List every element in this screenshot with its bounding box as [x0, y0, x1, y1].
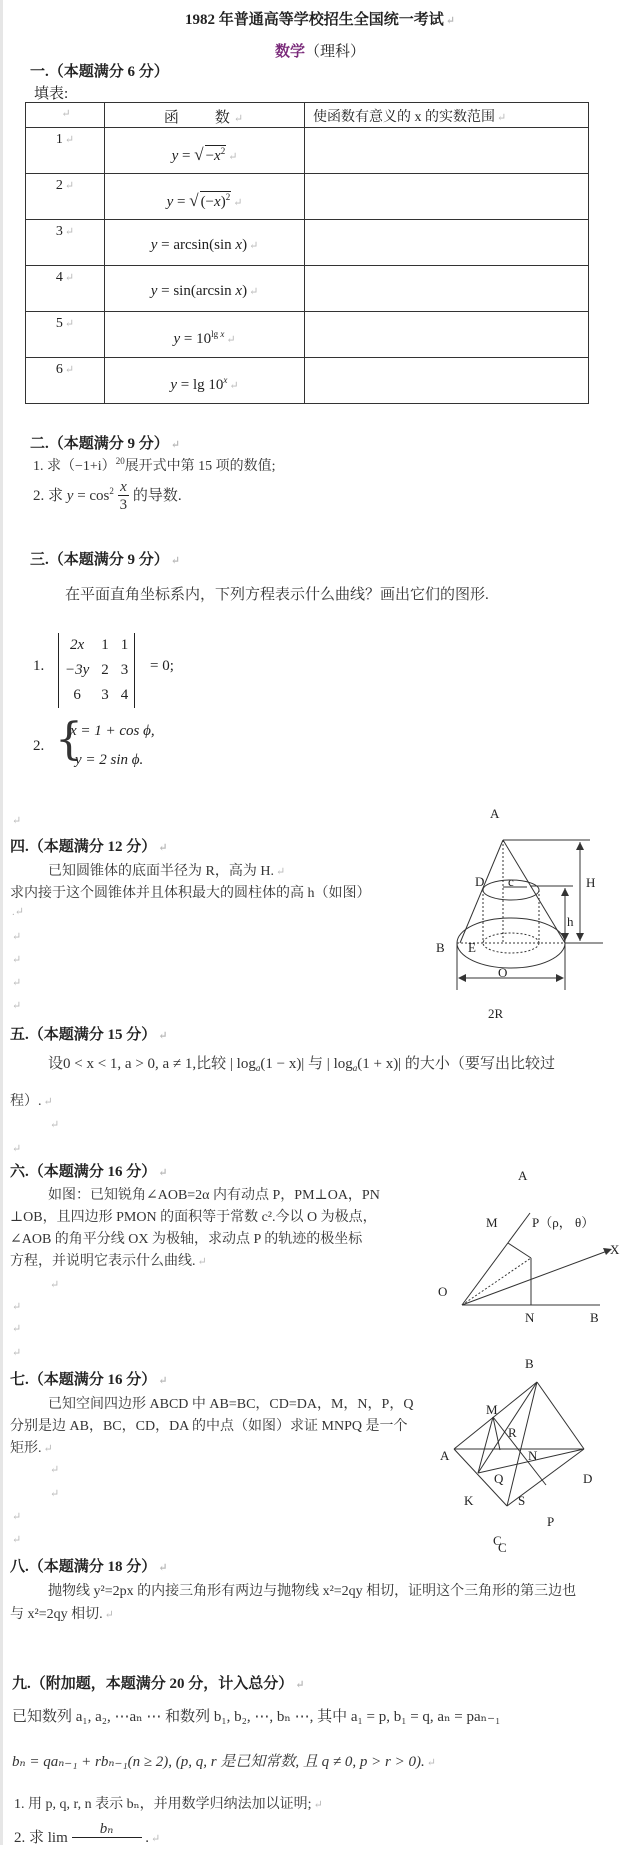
function-cell: $y = 10^{lg x}$ ↵	[105, 312, 305, 358]
cone-diagram	[420, 790, 640, 1020]
q3-item2-line2: y = 2 sin ϕ.	[75, 752, 144, 768]
svg-text:D: D	[475, 874, 485, 889]
q2-item2: 2. 求 $y = \cos^2$ $\frac{x}{3}$ 的导数.	[33, 479, 182, 513]
svg-text:O: O	[438, 1284, 448, 1299]
svg-text:A: A	[440, 1448, 450, 1463]
quadrilateral-diagram	[420, 1340, 640, 1555]
svg-text:D: D	[583, 1471, 593, 1486]
svg-text:A: A	[518, 1168, 528, 1183]
q5-title: 五.（本题满分 15 分） ↵	[10, 1027, 168, 1043]
svg-text:C: C	[498, 1540, 507, 1555]
q2-item1: 1. 求$(-1+i)^{20}$展开式中第 15 项的数值;	[33, 456, 276, 474]
svg-text:P（ρ， θ）: P（ρ， θ）	[532, 1215, 595, 1230]
q7-title: 七.（本题满分 16 分） ↵	[10, 1372, 168, 1388]
svg-text:2R: 2R	[488, 1006, 504, 1021]
q9-line2: bₙ = qaₙ₋₁ + rbₙ₋₁(n ≥ 2), (p, q, r 是已知常数, 且 q ≠ 0, p > r > 0). ↵	[12, 1754, 436, 1770]
table-header-row	[26, 103, 589, 128]
q5-line1: 设0 < x < 1, a > 0, a ≠ 1,比较 | $\log_a(1 - x)|$ 与 | $\log_a(1 + x)|$ 的大小（要写出比较过	[48, 1056, 555, 1073]
q3-item1-label: 1.	[33, 658, 45, 674]
q6-line4: 方程，并说明它表示什么曲线. ↵	[10, 1254, 207, 1269]
table-row: 3 ↵ y = arcsin(sin x) ↵	[26, 220, 589, 266]
answer-cell[interactable]	[305, 312, 589, 358]
exam-title: 1982 年普通高等学校招生全国统一考试 ↵	[185, 12, 455, 28]
q3-item2-label: 2.	[33, 738, 45, 754]
svg-text:N: N	[525, 1310, 535, 1325]
svg-text:O: O	[498, 965, 508, 980]
svg-text:Q: Q	[494, 1471, 504, 1486]
svg-text:X: X	[610, 1242, 620, 1257]
q5-line2: 程）. ↵	[10, 1094, 53, 1109]
header-domain: 使函数有意义的 x 的实数范围 ↵	[305, 103, 589, 128]
function-cell: y = lg 10$^x$ ↵	[105, 358, 305, 404]
q6-line1: 如图：已知锐角∠AOB=2α 内有动点 P，PM⊥OA，PN	[48, 1188, 380, 1203]
table-row: 2 ↵ y = √ $(-x)^2$ ↵	[26, 174, 589, 220]
function-cell: y = sin(arcsin x) ↵	[105, 266, 305, 312]
q7-line2: 分别是边 AB，BC，CD，DA 的中点（如图）求证 MNPQ 是一个	[10, 1419, 408, 1434]
q6-line2: ⊥OB，且四边形 PMON 的面积等于常数 c².今以 O 为极点，	[10, 1210, 377, 1225]
function-cell: y = √ $(-x)^2$ ↵	[105, 174, 305, 220]
svg-text:P: P	[547, 1514, 555, 1529]
q7-line1: 已知空间四边形 ABCD 中 AB=BC，CD=DA，M，N，P，Q	[48, 1397, 414, 1412]
svg-text:B: B	[525, 1356, 534, 1371]
header-function: 函 数 ↵	[105, 103, 305, 128]
q9-item2: 2. 求 lim bₙ . ↵	[14, 1822, 160, 1855]
diagram-label-c: C	[493, 1533, 502, 1548]
q3-item2-line1: x = 1 + cos ϕ,	[70, 723, 155, 739]
svg-text:h: h	[567, 914, 574, 929]
determinant: 2x 1 1 −3y 2 3 6 3 4	[58, 633, 135, 708]
q8-line2: 与 x²=2qy 相切. ↵	[10, 1607, 114, 1622]
table-row: 1 ↵ y = √ $-x^2$ ↵	[26, 128, 589, 174]
q6-line3: ∠AOB 的角平分线 OX 为极轴，求动点 P 的轨迹的极坐标	[10, 1232, 363, 1247]
svg-text:A: A	[490, 806, 500, 821]
subject-label: 数学	[274, 44, 305, 60]
q2-title: 二.（本题满分 9 分） ↵	[30, 436, 180, 452]
function-cell: y = arcsin(sin x) ↵	[105, 220, 305, 266]
svg-text:B: B	[590, 1310, 599, 1325]
q8-title: 八.（本题满分 18 分） ↵	[10, 1559, 168, 1575]
q7-line3: 矩形. ↵	[10, 1441, 53, 1456]
answer-cell[interactable]	[305, 220, 589, 266]
svg-text:M: M	[486, 1215, 498, 1230]
svg-text:M: M	[486, 1402, 498, 1417]
q3-prompt: 在平面直角坐标系内，下列方程表示什么曲线？画出它们的图形.	[65, 587, 489, 603]
q3-item1-suffix: = 0;	[150, 658, 174, 674]
answer-cell[interactable]	[305, 128, 589, 174]
limit-fraction: bₙ	[72, 1822, 142, 1855]
q4-title: 四.（本题满分 12 分） ↵	[10, 839, 168, 855]
table-row: 4 ↵ y = sin(arcsin x) ↵	[26, 266, 589, 312]
left-brace: {	[55, 714, 83, 765]
svg-text:S: S	[518, 1493, 526, 1508]
angle-diagram	[420, 1150, 640, 1330]
answer-cell[interactable]	[305, 358, 589, 404]
exam-subtitle: 数学（理科）	[274, 44, 366, 60]
q1-title: 一.（本题满分 6 分）	[30, 64, 169, 80]
page-left-edge	[0, 0, 3, 1845]
fraction: $\frac{x}{3}$	[119, 479, 128, 513]
table-row: 6 ↵ y = lg 10$^x$ ↵	[26, 358, 589, 404]
svg-text:H: H	[586, 875, 596, 890]
table-row: 5 ↵ $y = 10^{lg x}$ ↵	[26, 312, 589, 358]
svg-text:R: R	[508, 1425, 517, 1440]
q9-item1: 1. 用 p, q, r, n 表示 bₙ，并用数学归纳法加以证明; ↵	[14, 1797, 323, 1812]
svg-text:B: B	[436, 940, 445, 955]
q8-line1: 抛物线 y²=2px 的内接三角形有两边与抛物线 x²=2qy 相切，证明这个三角形的第三边也	[48, 1584, 577, 1599]
svg-text:K: K	[464, 1493, 474, 1508]
q1-instruction: 填表:	[34, 86, 69, 102]
q4-line2: 求内接于这个圆锥体并且体积最大的圆柱体的高 h（如图）	[10, 886, 371, 901]
q6-title: 六.（本题满分 16 分） ↵	[10, 1164, 168, 1180]
function-domain-table	[25, 102, 589, 404]
function-cell: y = √ $-x^2$ ↵	[105, 128, 305, 174]
q9-title: 九.（附加题，本题满分 20 分，计入总分） ↵	[12, 1676, 305, 1692]
answer-cell[interactable]	[305, 174, 589, 220]
header-index: ↵	[26, 103, 105, 128]
svg-text:E: E	[468, 940, 476, 955]
q9-line1: 已知数列 a₁, a₂, ⋯aₙ ⋯ 和数列 b₁, b₂, ⋯, bₙ ⋯, 其中 a₁ = p, b₁ = q, aₙ = paₙ₋₁	[12, 1709, 501, 1725]
svg-text:c: c	[508, 874, 514, 889]
answer-cell[interactable]	[305, 266, 589, 312]
svg-text:N: N	[528, 1448, 538, 1463]
q3-title: 三.（本题满分 9 分） ↵	[30, 552, 180, 568]
q4-line1: 已知圆锥体的底面半径为 R，高为 H. ↵	[48, 864, 286, 879]
